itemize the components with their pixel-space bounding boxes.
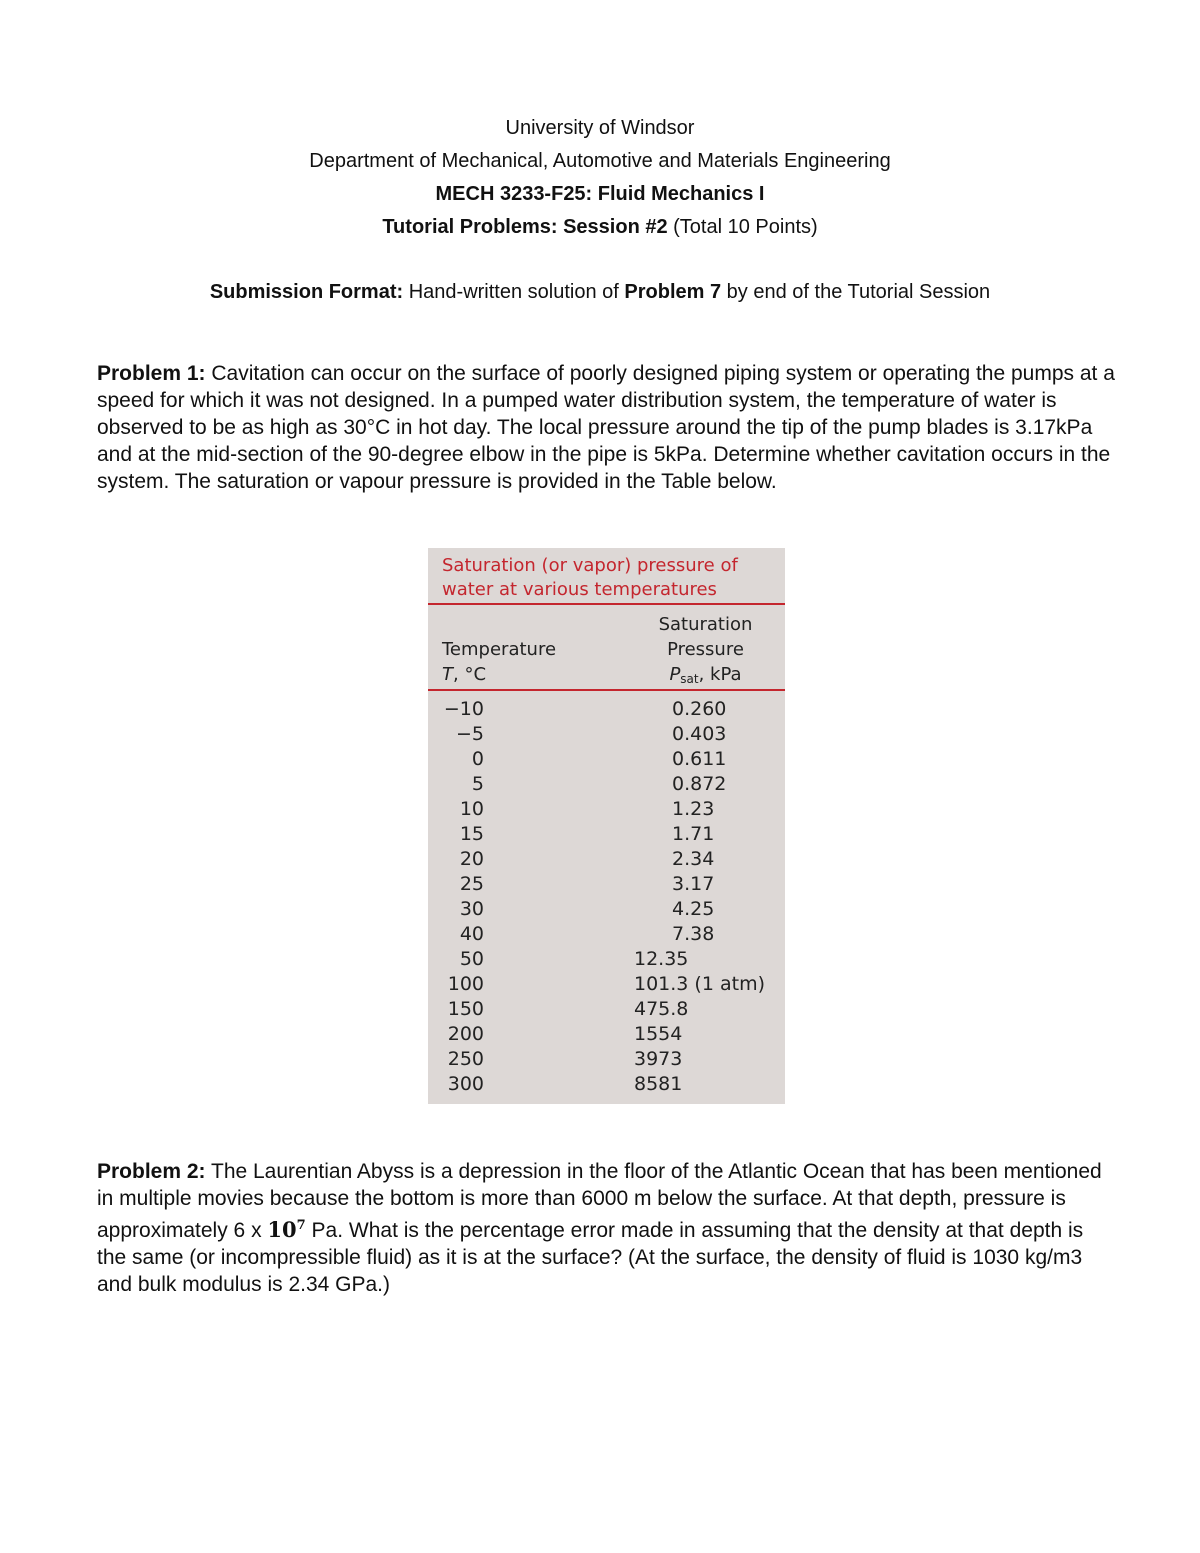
problem-1-label: Problem 1: xyxy=(97,362,206,385)
pressure-subscript: sat xyxy=(680,672,699,686)
pressure-cell: 12.35 xyxy=(634,948,689,970)
document-header xyxy=(0,112,1200,244)
department-name: Department of Mechanical, Automotive and Materials Engineering xyxy=(309,150,891,172)
submission-label: Submission Format: xyxy=(209,281,404,303)
temperature-cell: 300 xyxy=(447,1073,484,1095)
table-row xyxy=(428,797,785,822)
session-label: Tutorial Problems: Session #2 xyxy=(382,216,668,238)
temperature-cell: −5 xyxy=(455,723,484,745)
pressure-header-unit xyxy=(628,662,783,692)
pressure-cell: 3973 xyxy=(634,1048,683,1070)
temperature-cell: −10 xyxy=(443,698,484,720)
table-row xyxy=(428,872,785,897)
submission-format xyxy=(0,279,1200,305)
pressure-cell: 7.38 xyxy=(672,923,715,945)
temperature-cell: 100 xyxy=(447,973,484,995)
table-row xyxy=(428,897,785,922)
table-row xyxy=(428,847,785,872)
table-row xyxy=(428,747,785,772)
pressure-header-line2: Pressure xyxy=(667,639,744,660)
temperature-cell: 30 xyxy=(459,898,484,920)
problem-2-text-before: The Laurentian Abyss is a depression in the floor of the Atlantic Ocean that has been mentioned in multiple movies because the bottom is more than 6000 m below the surface. At that depth, pressure is approximately 6 x xyxy=(97,1160,1102,1242)
problem-2 xyxy=(97,1158,1117,1298)
pressure-cell: 0.403 xyxy=(672,723,727,745)
table-row xyxy=(428,1072,785,1097)
pressure-unit: , kPa xyxy=(698,664,742,685)
pressure-base: 10 xyxy=(267,1217,297,1242)
table-row xyxy=(428,972,785,997)
pressure-cell: 0.260 xyxy=(672,698,727,720)
table-rule-header xyxy=(428,689,785,691)
table-row xyxy=(428,722,785,747)
table-row xyxy=(428,1022,785,1047)
temperature-cell: 20 xyxy=(459,848,484,870)
submission-text-before: Hand-written solution of xyxy=(403,281,625,303)
table-row xyxy=(428,822,785,847)
pressure-symbol: P xyxy=(669,664,681,685)
temperature-cell: 25 xyxy=(459,873,484,895)
session-title xyxy=(0,211,1200,244)
pressure-cell: 1.23 xyxy=(672,798,715,820)
temperature-cell: 5 xyxy=(471,773,484,795)
problem-2-label: Problem 2: xyxy=(97,1160,206,1183)
table-title: Saturation (or vapor) pressure of water at various temperatures xyxy=(442,555,738,600)
table-row xyxy=(428,1047,785,1072)
saturation-pressure-table xyxy=(428,548,785,1104)
pressure-cell: 3.17 xyxy=(672,873,715,895)
table-row xyxy=(428,697,785,722)
table-row xyxy=(428,922,785,947)
pressure-cell: 101.3 (1 atm) xyxy=(634,973,765,995)
pressure-cell: 1.71 xyxy=(672,823,715,845)
pressure-cell: 4.25 xyxy=(672,898,715,920)
table-row xyxy=(428,997,785,1022)
submission-problem-ref: Problem 7 xyxy=(624,281,722,303)
temperature-cell: 50 xyxy=(459,948,484,970)
temperature-cell: 200 xyxy=(447,1023,484,1045)
problem-1-text: Cavitation can occur on the surface of poorly designed piping system or operating the pumps at a speed for which it was not designed. In a pumped water distribution system, the temperature of water is observed to be as high as 30°C in hot day. The local pressure around the tip of the pump blades is 3.17kPa and at the mid-section of the 90-degree elbow in the pipe is 5kPa. Determine whether cavitation occurs in the system. The saturation or vapour pressure is provided in the Table below. xyxy=(97,362,1115,493)
pressure-column-header xyxy=(628,612,783,692)
pressure-cell: 475.8 xyxy=(634,998,689,1020)
pressure-cell: 8581 xyxy=(634,1073,683,1095)
table-row xyxy=(428,772,785,797)
temperature-cell: 250 xyxy=(447,1048,484,1070)
pressure-cell: 0.611 xyxy=(672,748,727,770)
problem-1 xyxy=(97,360,1117,495)
temperature-cell: 40 xyxy=(459,923,484,945)
temperature-cell: 0 xyxy=(471,748,484,770)
course-title: MECH 3233-F25: Fluid Mechanics I xyxy=(435,183,765,205)
pressure-cell: 1554 xyxy=(634,1023,683,1045)
temperature-unit: , °C xyxy=(453,664,487,685)
pressure-exponent: 7 xyxy=(296,1218,306,1233)
temperature-cell: 10 xyxy=(459,798,484,820)
university-name: University of Windsor xyxy=(505,117,695,139)
temperature-cell: 150 xyxy=(447,998,484,1020)
temperature-symbol: T xyxy=(442,664,453,685)
pressure-cell: 2.34 xyxy=(672,848,715,870)
temperature-header-unit xyxy=(442,662,556,687)
table-row xyxy=(428,947,785,972)
temperature-column-header xyxy=(442,637,556,687)
table-body xyxy=(428,697,785,1097)
pressure-cell: 0.872 xyxy=(672,773,727,795)
submission-text-after: by end of the Tutorial Session xyxy=(721,281,991,303)
table-rule-top xyxy=(428,603,785,605)
temperature-cell: 15 xyxy=(459,823,484,845)
temperature-header-label: Temperature xyxy=(442,639,557,660)
session-points: (Total 10 Points) xyxy=(667,216,818,238)
problem-2-text-after: Pa. What is the percentage error made in assuming that the density at that depth is the same (or incompressible fluid) as it is at the surface? (At the surface, the density of fluid is 1030 kg/m3 and bulk modulus is 2.34 GPa.) xyxy=(97,1219,1084,1296)
pressure-header-line1: Saturation xyxy=(658,614,753,635)
